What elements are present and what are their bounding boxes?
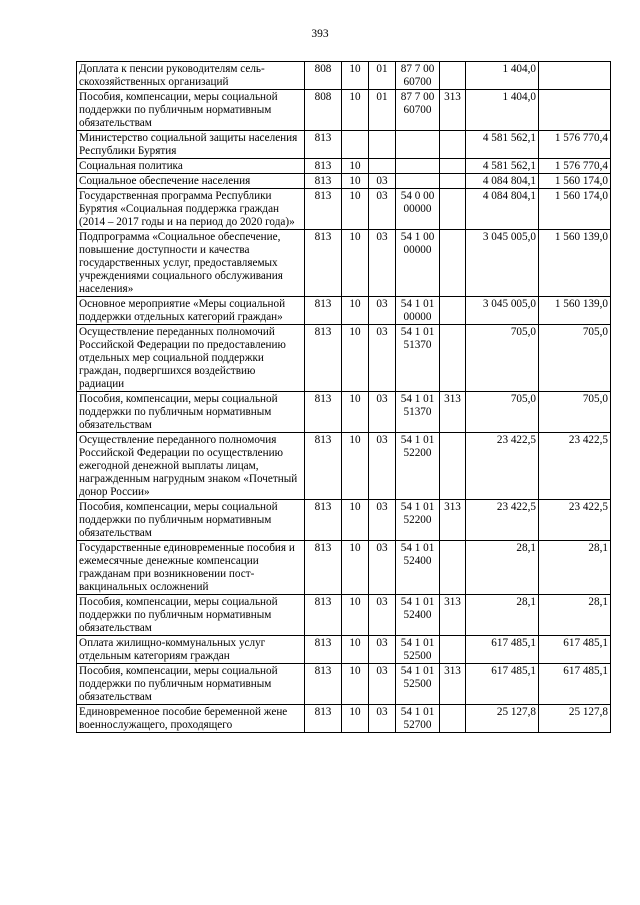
table-row [77,595,611,636]
table-row [77,433,611,500]
amount-year2-cell: 28,1 [539,595,611,636]
amount-year2-cell: 1 576 770,4 [539,131,611,159]
expense-type-cell: 313 [440,500,466,541]
target-article-cell: 54 1 01 52500 [396,636,440,664]
table-row [77,500,611,541]
ministry-code-cell: 808 [305,90,342,131]
row-name-cell: Пособия, компенсации, меры социальной поддержки по публичным нормативным обязательствам [77,595,305,636]
row-name-cell: Пособия, компенсации, меры социальной поддержки по публичным нормативным обязательствам [77,664,305,705]
row-name-cell: Осуществление переданного полномочия Российской Федерации по осуществлению ежегодной денежной выплаты лицам, награжденным нагрудным знаком «Почетный донор России» [77,433,305,500]
row-name-cell: Пособия, компенсации, меры социальной поддержки по публичным нормативным обязательствам [77,90,305,131]
table-row [77,189,611,230]
amount-year1-cell: 705,0 [466,392,539,433]
amount-year1-cell: 1 404,0 [466,62,539,90]
amount-year1-cell: 3 045 005,0 [466,230,539,297]
table-row [77,297,611,325]
target-article-cell: 54 1 01 52500 [396,664,440,705]
ministry-code-cell: 813 [305,131,342,159]
amount-year2-cell: 1 560 139,0 [539,297,611,325]
subsection-code-cell: 03 [369,174,396,189]
amount-year2-cell [539,62,611,90]
section-code-cell: 10 [342,664,369,705]
subsection-code-cell: 03 [369,664,396,705]
ministry-code-cell: 813 [305,433,342,500]
amount-year1-cell: 23 422,5 [466,500,539,541]
target-article-cell: 54 1 01 52200 [396,433,440,500]
expense-type-cell: 313 [440,664,466,705]
ministry-code-cell: 813 [305,325,342,392]
budget-table [76,61,611,733]
target-article-cell: 54 1 01 51370 [396,392,440,433]
target-article-cell [396,159,440,174]
section-code-cell: 10 [342,189,369,230]
subsection-code-cell: 03 [369,189,396,230]
row-name-cell: Пособия, компенсации, меры социальной поддержки по публичным нормативным обязательствам [77,500,305,541]
subsection-code-cell: 03 [369,636,396,664]
target-article-cell: 54 0 00 00000 [396,189,440,230]
ministry-code-cell: 813 [305,636,342,664]
table-row [77,230,611,297]
section-code-cell: 10 [342,392,369,433]
ministry-code-cell: 813 [305,189,342,230]
page-number: 393 [311,28,329,40]
expense-type-cell [440,297,466,325]
target-article-cell: 54 1 01 52700 [396,705,440,733]
row-name-cell: Государственная программа Республики Бурятия «Социальная поддержка граждан (2014 – 2017 годы и на период до 2020 года)» [77,189,305,230]
table-row [77,325,611,392]
amount-year2-cell [539,90,611,131]
table-row [77,174,611,189]
amount-year2-cell: 1 576 770,4 [539,159,611,174]
amount-year2-cell: 25 127,8 [539,705,611,733]
target-article-cell [396,131,440,159]
ministry-code-cell: 813 [305,392,342,433]
expense-type-cell: 313 [440,392,466,433]
expense-type-cell: 313 [440,595,466,636]
amount-year2-cell: 1 560 139,0 [539,230,611,297]
expense-type-cell [440,189,466,230]
table-row [77,131,611,159]
section-code-cell: 10 [342,297,369,325]
subsection-code-cell: 03 [369,297,396,325]
row-name-cell: Подпрограмма «Социальное обеспечение, повышение доступности и качества государственных услуг, предоставляемых учреждениями социального обслуживания населения» [77,230,305,297]
amount-year1-cell: 617 485,1 [466,664,539,705]
row-name-cell: Основное мероприятие «Меры социальной поддержки отдельных категорий граждан» [77,297,305,325]
row-name-cell: Доплата к пенсии руководителям сельскохозяйственных организаций [77,62,305,90]
table-row [77,159,611,174]
section-code-cell: 10 [342,230,369,297]
expense-type-cell [440,62,466,90]
section-code-cell: 10 [342,62,369,90]
row-name-cell: Единовременное пособие беременной жене военнослужащего, проходящего [77,705,305,733]
amount-year1-cell: 705,0 [466,325,539,392]
row-name-cell: Осуществление переданных полномочий Российской Федерации по предоставлению отдельных мер социальной поддержки граждан, подвергшихся воздействию радиации [77,325,305,392]
subsection-code-cell: 03 [369,705,396,733]
expense-type-cell [440,325,466,392]
section-code-cell: 10 [342,159,369,174]
table-row [77,664,611,705]
amount-year2-cell: 617 485,1 [539,664,611,705]
subsection-code-cell: 01 [369,90,396,131]
row-name-cell: Министерство социальной защиты населения Республики Бурятия [77,131,305,159]
row-name-cell: Оплата жилищно-коммунальных услуг отдельным категориям граждан [77,636,305,664]
expense-type-cell [440,131,466,159]
row-name-cell: Социальное обеспечение населения [77,174,305,189]
subsection-code-cell: 03 [369,230,396,297]
table-row [77,90,611,131]
ministry-code-cell: 813 [305,541,342,595]
amount-year2-cell: 1 560 174,0 [539,189,611,230]
expense-type-cell [440,636,466,664]
amount-year1-cell: 23 422,5 [466,433,539,500]
target-article-cell [396,174,440,189]
amount-year2-cell: 28,1 [539,541,611,595]
row-name-cell: Социальная политика [77,159,305,174]
ministry-code-cell: 813 [305,159,342,174]
subsection-code-cell: 03 [369,433,396,500]
amount-year1-cell: 4 084 804,1 [466,189,539,230]
target-article-cell: 54 1 01 52200 [396,500,440,541]
subsection-code-cell: 03 [369,541,396,595]
expense-type-cell [440,433,466,500]
subsection-code-cell: 03 [369,392,396,433]
amount-year1-cell: 28,1 [466,595,539,636]
table-row [77,541,611,595]
ministry-code-cell: 808 [305,62,342,90]
table-row [77,392,611,433]
section-code-cell: 10 [342,90,369,131]
section-code-cell: 10 [342,325,369,392]
section-code-cell: 10 [342,500,369,541]
expense-type-cell [440,541,466,595]
section-code-cell [342,131,369,159]
amount-year1-cell: 1 404,0 [466,90,539,131]
amount-year1-cell: 28,1 [466,541,539,595]
expense-type-cell [440,159,466,174]
amount-year1-cell: 3 045 005,0 [466,297,539,325]
subsection-code-cell: 03 [369,500,396,541]
table-row [77,62,611,90]
subsection-code-cell [369,159,396,174]
subsection-code-cell: 03 [369,595,396,636]
expense-type-cell: 313 [440,90,466,131]
section-code-cell: 10 [342,636,369,664]
ministry-code-cell: 813 [305,664,342,705]
subsection-code-cell: 01 [369,62,396,90]
target-article-cell: 54 1 01 52400 [396,541,440,595]
subsection-code-cell [369,131,396,159]
ministry-code-cell: 813 [305,705,342,733]
amount-year2-cell: 1 560 174,0 [539,174,611,189]
ministry-code-cell: 813 [305,595,342,636]
amount-year1-cell: 4 581 562,1 [466,159,539,174]
amount-year1-cell: 4 581 562,1 [466,131,539,159]
target-article-cell: 87 7 00 60700 [396,90,440,131]
table-row [77,705,611,733]
amount-year2-cell: 705,0 [539,392,611,433]
target-article-cell: 54 1 01 52400 [396,595,440,636]
target-article-cell: 54 1 00 00000 [396,230,440,297]
target-article-cell: 87 7 00 60700 [396,62,440,90]
ministry-code-cell: 813 [305,230,342,297]
amount-year2-cell: 23 422,5 [539,500,611,541]
section-code-cell: 10 [342,541,369,595]
expense-type-cell [440,230,466,297]
section-code-cell: 10 [342,433,369,500]
ministry-code-cell: 813 [305,500,342,541]
ministry-code-cell: 813 [305,174,342,189]
table-row [77,636,611,664]
section-code-cell: 10 [342,174,369,189]
expense-type-cell [440,705,466,733]
amount-year1-cell: 617 485,1 [466,636,539,664]
target-article-cell: 54 1 01 51370 [396,325,440,392]
amount-year1-cell: 4 084 804,1 [466,174,539,189]
target-article-cell: 54 1 01 00000 [396,297,440,325]
row-name-cell: Пособия, компенсации, меры социальной поддержки по публичным нормативным обязательствам [77,392,305,433]
amount-year2-cell: 617 485,1 [539,636,611,664]
ministry-code-cell: 813 [305,297,342,325]
section-code-cell: 10 [342,705,369,733]
expense-type-cell [440,174,466,189]
section-code-cell: 10 [342,595,369,636]
row-name-cell: Государственные единовременные пособия и ежемесячные денежные компенсации гражданам при возникновении поствакцинальных осложнений [77,541,305,595]
amount-year1-cell: 25 127,8 [466,705,539,733]
amount-year2-cell: 705,0 [539,325,611,392]
subsection-code-cell: 03 [369,325,396,392]
amount-year2-cell: 23 422,5 [539,433,611,500]
